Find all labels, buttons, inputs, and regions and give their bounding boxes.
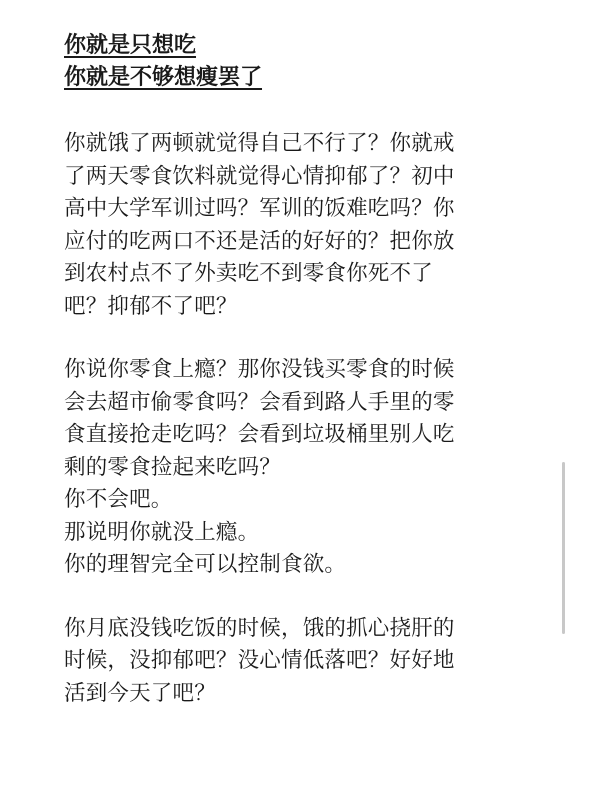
text-line: 高中大学军训过吗？军训的饭难吃吗？你 (64, 196, 455, 221)
text-line: 会去超市偷零食吗？会看到路人手里的零 (64, 389, 455, 415)
text-line: 了两天零食饮料就觉得心情抑郁了？初中 (64, 163, 455, 189)
text-line: 吧？抑郁不了吧？ (64, 293, 238, 319)
text-line: 你月底没钱吃饭的时候，饿的抓心挠肝的 (64, 615, 455, 641)
heading-line-1: 你就是只想吃 (64, 33, 197, 58)
article-body (64, 128, 544, 741)
text-line: 时候，没抑郁吧？没心情低落吧？好好地 (64, 648, 455, 673)
text-line: 你不会吧。 (64, 487, 173, 512)
vertical-scrollbar[interactable] (562, 462, 565, 634)
text-line: 你就饿了两顿就觉得自己不行了？你就戒 (64, 131, 455, 156)
text-line: 应付的吃两口不还是活的好好的？把你放 (64, 228, 455, 254)
heading-block (64, 30, 544, 94)
text-line: 你的理智完全可以控制食欲。 (64, 552, 347, 577)
text-line: 活到今天了吧？ (64, 680, 216, 706)
text-line: 到农村点不了外卖吃不到零食你死不了 (64, 261, 433, 286)
paragraph-1 (64, 128, 544, 323)
text-line: 食直接抢走吃吗？会看到垃圾桶里别人吃 (64, 422, 455, 447)
text-line: 那说明你就没上瘾。 (64, 519, 260, 545)
paragraph-3 (64, 613, 544, 711)
paragraph-2 (64, 354, 544, 582)
text-line: 你说你零食上瘾？那你没钱买零食的时候 (64, 357, 455, 382)
heading-line-2: 你就是不够想瘦罢了 (64, 65, 263, 90)
text-line: 剩的零食捡起来吃吗？ (64, 454, 282, 480)
